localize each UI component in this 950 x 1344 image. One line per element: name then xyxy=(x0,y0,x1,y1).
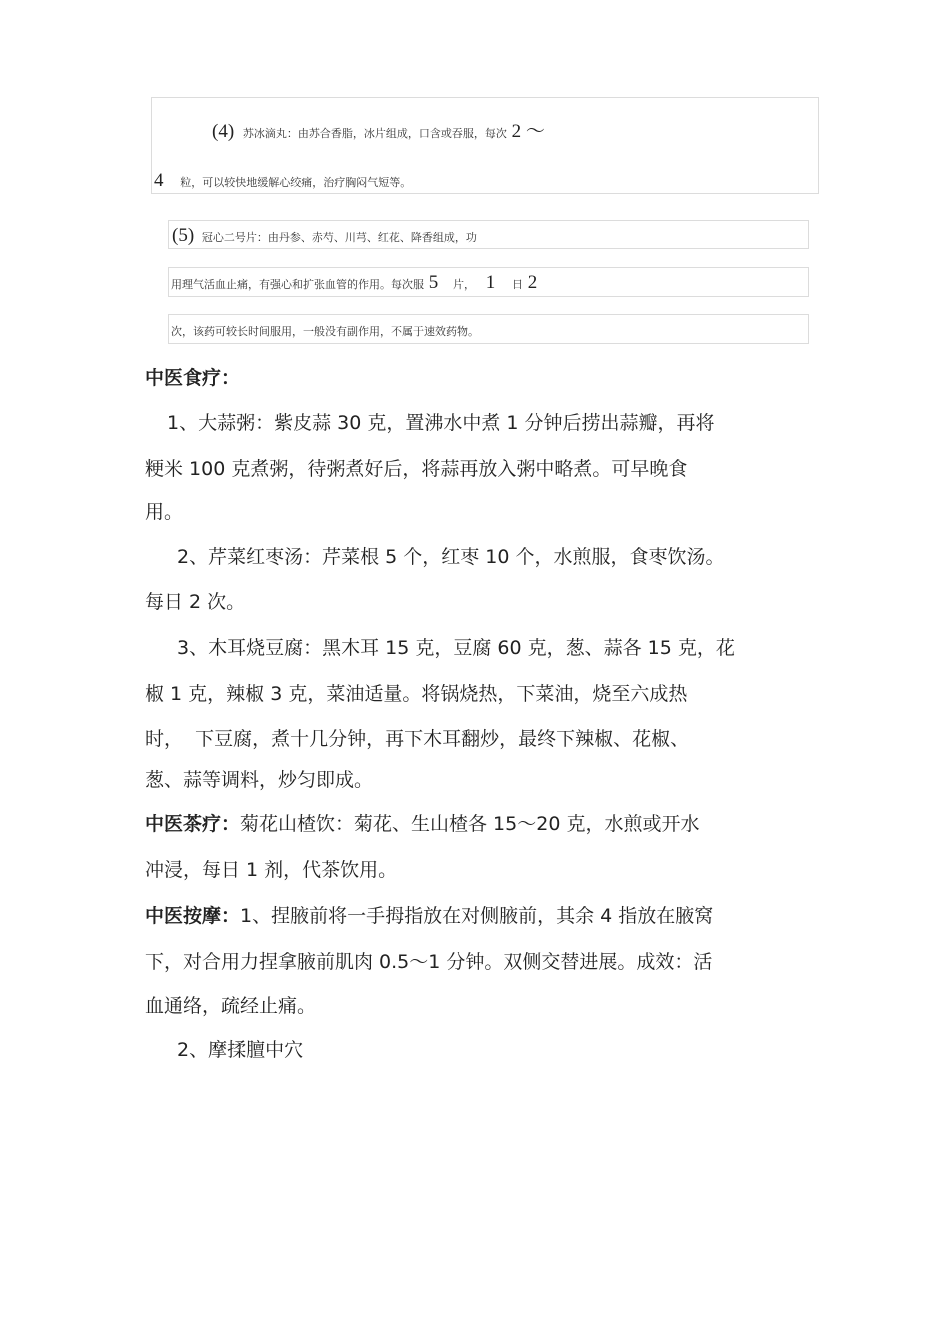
text-box-item-4 xyxy=(151,97,819,194)
item-4-text-2: 粒，可以较快地缓解心绞痛，治疗胸闷气短等。 xyxy=(180,177,412,189)
item-5-line-1 xyxy=(172,226,477,245)
diet-item-2-line-2: 每日 2 次。 xyxy=(145,591,246,613)
tea-heading: 中医茶疗： xyxy=(145,813,241,835)
diet-item-1-line-3: 用。 xyxy=(145,501,184,523)
diet-item-1-line-2: 粳米 100 克煮粥，待粥煮好后，将蒜再放入粥中略煮。可早晚食 xyxy=(145,458,688,480)
diet-item-3-line-3: 时， 下豆腐，煮十几分钟，再下木耳翻炒，最终下辣椒、花椒、 xyxy=(145,728,690,750)
item-4-line-1 xyxy=(212,122,545,141)
diet-item-1-line-1: 1、大蒜粥：紫皮蒜 30 克，置沸水中煮 1 分钟后捞出蒜瓣，再将 xyxy=(167,412,715,434)
diet-item-3-line-4: 葱、蒜等调料，炒匀即成。 xyxy=(145,769,374,791)
item-5-line-3 xyxy=(171,320,479,339)
tea-line-2: 冲浸，每日 1 剂，代茶饮用。 xyxy=(145,859,398,881)
item-5-text-2c: 日 xyxy=(512,279,523,291)
item-4-number: (4) xyxy=(212,121,235,142)
item-4-dose: 2 ～ xyxy=(511,121,545,142)
item-5-line-2 xyxy=(171,273,537,292)
text-box-item-5-row-2 xyxy=(168,267,809,297)
item-5-text-2b: 片， xyxy=(453,279,475,291)
diet-item-3-line-1: 3、木耳烧豆腐：黑木耳 15 克，豆腐 60 克，葱、蒜各 15 克，花 xyxy=(177,637,735,659)
item-5-number: (5) xyxy=(172,225,195,246)
item-5-day-count: 1 xyxy=(485,272,496,293)
massage-line-2: 下，对合用力捏拿腋前肌肉 0.5～1 分钟。双侧交替进展。成效：活 xyxy=(145,951,713,973)
item-4-dose-max: 4 xyxy=(154,170,164,191)
item-5-text: 冠心二号片：由丹参、赤芍、川芎、红花、降香组成，功 xyxy=(201,232,477,244)
massage-line-1 xyxy=(145,907,713,926)
tea-text-1: 菊花山楂饮：菊花、生山楂各 15～20 克，水煎或开水 xyxy=(240,813,700,835)
item-5-dose: 5 xyxy=(428,272,439,293)
massage-item-2: 2、摩揉膻中穴 xyxy=(177,1039,304,1061)
text-box-item-5-row-1 xyxy=(168,220,809,249)
item-4-text: 苏冰滴丸：由苏合香脂，冰片组成，口含或吞服，每次 xyxy=(242,128,507,140)
massage-heading: 中医按摩： xyxy=(145,905,241,927)
item-5-text-3: 次，该药可较长时间服用，一般没有副作用，不属于速效药物。 xyxy=(171,326,479,338)
item-5-text-2a: 用理气活血止痛，有强心和扩张血管的作用。每次服 xyxy=(171,279,424,291)
tea-line-1 xyxy=(145,815,699,834)
diet-item-2-line-1: 2、芹菜红枣汤：芹菜根 5 个，红枣 10 个，水煎服，食枣饮汤。 xyxy=(177,546,725,568)
text-box-item-5-row-3 xyxy=(168,314,809,344)
massage-text-1: 1、捏腋前将一手拇指放在对侧腋前，其余 4 指放在腋窝 xyxy=(240,905,714,927)
item-5-times: 2 xyxy=(527,272,538,293)
massage-line-3: 血通络，疏经止痛。 xyxy=(145,995,317,1017)
diet-item-3-line-2: 椒 1 克，辣椒 3 克，菜油适量。将锅烧热，下菜油，烧至六成热 xyxy=(145,683,688,705)
diet-heading: 中医食疗： xyxy=(145,367,241,389)
item-4-line-2 xyxy=(154,171,411,190)
